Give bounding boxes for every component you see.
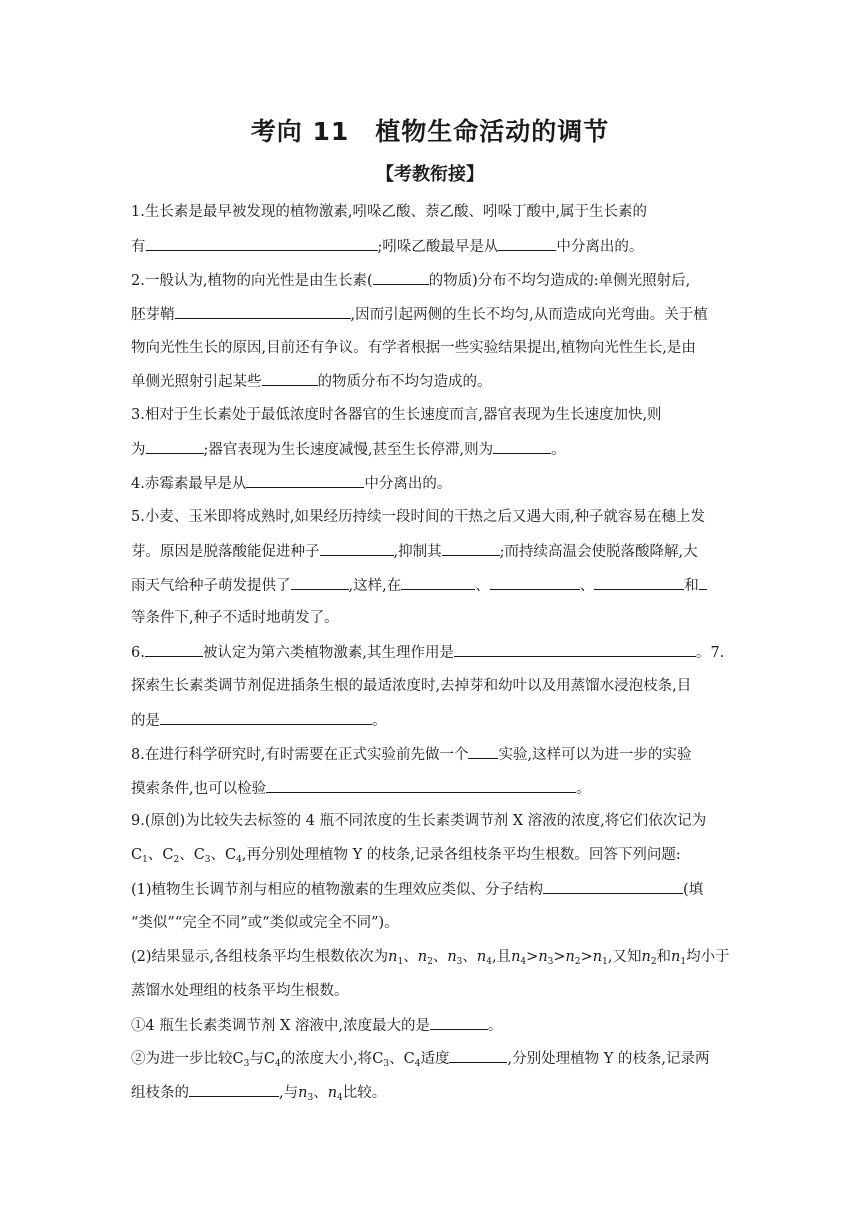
question-1-line-2: 有 ;吲哚乙酸最早是从 中分离出的。 (131, 236, 741, 257)
answer-blank[interactable] (449, 1048, 507, 1063)
question-8-line-1: 8.在进行科学研究时,有时需要在正式实验前先做一个 实验,这样可以为进一步的实验 (131, 744, 741, 765)
question-9-part-2-line-1: (2)结果显示,各组枝条平均生根数依次为$n_1$、$n_2$、$n_3$、$n_4$,且$n_4>n_3>n_2>n_1$,又知$n_2$和$n_1$均小于 (131, 949, 730, 967)
answer-blank[interactable] (246, 473, 364, 488)
question-9-line-1: 9.(原创)为比较失去标签的 4 瓶不同浓度的生长素类调节剂 X 溶液的浓度,将它们依次记为 (131, 813, 707, 829)
question-2-line-3: 物向光性生长的原因,目前还有争议。有学者根据一些实验结果提出,植物向光性生长,是由 (131, 340, 696, 356)
answer-blank[interactable] (490, 575, 580, 590)
answer-blank[interactable] (262, 371, 318, 386)
question-2-line-1: 2.一般认为,植物的向光性是由生长素( 的物质)分布不均匀造成的:单侧光照射后, (131, 270, 741, 291)
question-9-line-2: $C_1$、$C_2$、$C_3$、$C_4$,再分别处理植物 Y 的枝条,记录各组枝条平均生根数。回答下列问题: (131, 847, 681, 865)
question-8-line-2: 摸索条件,也可以检验 。 (131, 778, 741, 799)
question-9-item-2-line-2: 组枝条的 ,与$n_3$、$n_4$比较。 (131, 1082, 741, 1103)
answer-blank[interactable] (430, 1015, 488, 1030)
answer-blank[interactable] (291, 575, 349, 590)
question-2-line-2: 胚芽鞘 ,因而引起两侧的生长不均匀,从而造成向光弯曲。关于植 (131, 304, 741, 325)
answer-blank[interactable] (189, 1082, 279, 1097)
question-5-line-1: 5.小麦、玉米即将成熟时,如果经历持续一段时间的干热之后又遇大雨,种子就容易在穗上发 (131, 509, 706, 525)
question-5-line-3: 雨天气给种子萌发提供了 ,这样,在 、 、 和 (131, 575, 741, 596)
question-5-line-4: 等条件下,种子不适时地萌发了。 (131, 610, 339, 626)
section-heading: 【考教衔接】 (376, 164, 484, 185)
question-9-part-1-line-1: (1)植物生长调节剂与相应的植物激素的生理效应类似、分子结构 (填 (131, 879, 741, 900)
question-9-item-1: ①4 瓶生长素类调节剂 X 溶液中,浓度最大的是 。 (131, 1015, 741, 1036)
question-7-line-2: 的是 。 (131, 710, 741, 731)
answer-blank[interactable] (468, 744, 498, 759)
answer-blank[interactable] (699, 575, 707, 590)
answer-blank[interactable] (175, 304, 351, 319)
answer-blank[interactable] (146, 439, 204, 454)
question-3-line-1: 3.相对于生长素处于最低浓度时各器官的生长速度而言,器官表现为生长速度加快,则 (131, 407, 662, 423)
answer-blank[interactable] (442, 541, 500, 556)
answer-blank[interactable] (266, 778, 576, 793)
answer-blank[interactable] (401, 575, 475, 590)
question-3-line-2: 为 ;器官表现为生长速度减慢,甚至生长停滞,则为 。 (131, 439, 741, 460)
answer-blank[interactable] (160, 710, 372, 725)
answer-blank[interactable] (493, 439, 551, 454)
question-9-part-1-line-2: “类似”“完全不同”或“类似或完全不同”)。 (131, 915, 399, 931)
page-title: 考向 11 植物生命活动的调节 (250, 117, 610, 146)
question-6-line-1: 6. 被认定为第六类植物激素,其生理作用是 。7. (131, 642, 741, 663)
answer-blank[interactable] (454, 642, 696, 657)
question-2-line-4: 单侧光照射引起某些 的物质分布不均匀造成的。 (131, 371, 741, 392)
question-9-item-2-line-1: ②为进一步比较$C_3$与$C_4$的浓度大小,将$C_3$、$C_4$适度 ,分别处理植物 Y 的枝条,记录两 (131, 1048, 741, 1069)
answer-blank[interactable] (543, 879, 683, 894)
answer-blank[interactable] (594, 575, 684, 590)
answer-blank[interactable] (498, 236, 556, 251)
answer-blank[interactable] (373, 270, 429, 285)
question-7-line-1: 探索生长素类调节剂促进插条生根的最适浓度时,去掉芽和幼叶以及用蒸馏水浸泡枝条,目 (131, 678, 692, 694)
answer-blank[interactable] (145, 642, 203, 657)
question-1-line-1: 1.生长素是最早被发现的植物激素,吲哚乙酸、萘乙酸、吲哚丁酸中,属于生长素的 (131, 204, 648, 220)
answer-blank[interactable] (146, 236, 378, 251)
question-9-part-2-line-2: 蒸馏水处理组的枝条平均生根数。 (131, 983, 349, 999)
question-5-line-2: 芽。原因是脱落酸能促进种子 ,抑制其 ;而持续高温会使脱落酸降解,大 (131, 541, 741, 562)
answer-blank[interactable] (320, 541, 394, 556)
question-4-line-1: 4.赤霉素最早是从 中分离出的。 (131, 473, 741, 494)
